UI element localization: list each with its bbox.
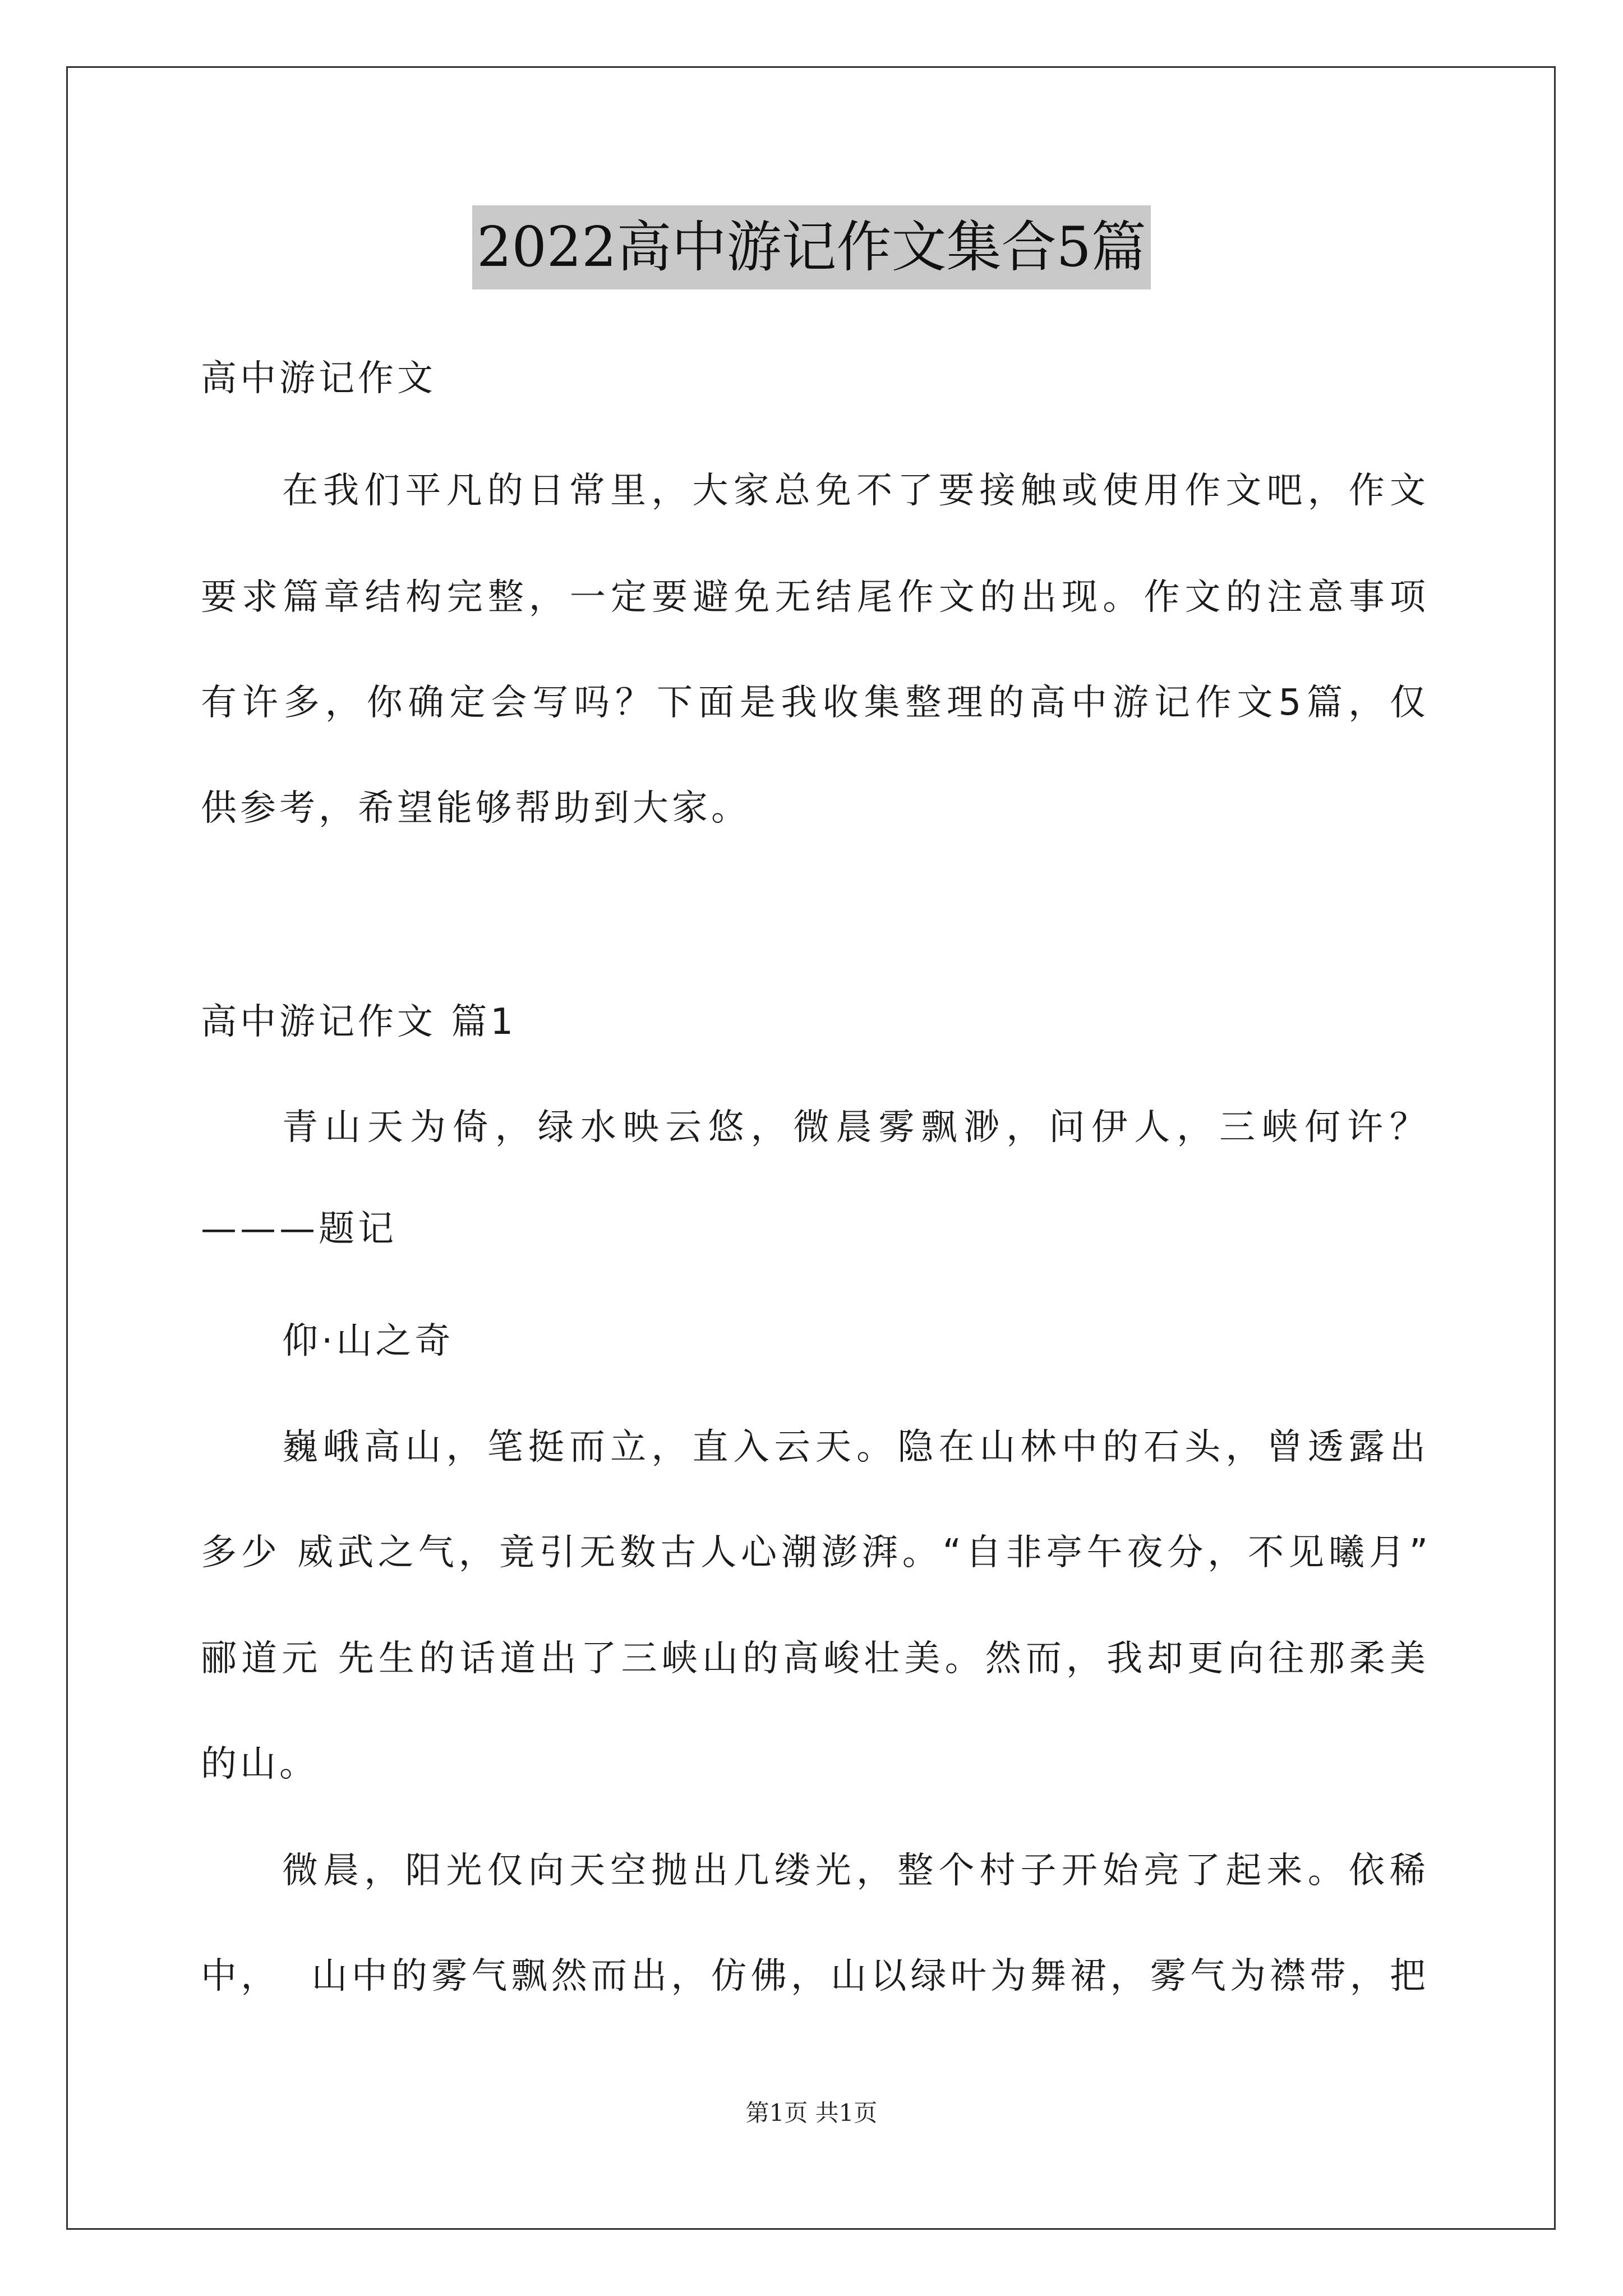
paragraph1-line-2: 多少 威武之气，竟引无数古人心潮澎湃。“自非亭午夜分，不见曦月” [201, 1532, 1429, 1573]
intro-line-3: 有许多，你确定会写吗？下面是我收集整理的高中游记作文5篇，仅 [201, 682, 1429, 724]
title-wrapper [0, 205, 1623, 289]
intro-line-1: 在我们平凡的日常里，大家总免不了要接触或使用作文吧，作文 [282, 470, 1429, 512]
paragraph2-line-1: 微晨，阳光仅向天空抛出几缕光，整个村子开始亮了起来。依稀 [282, 1850, 1429, 1892]
article-heading: 高中游记作文 篇1 [201, 1001, 517, 1043]
intro-line-2: 要求篇章结构完整，一定要避免无结尾作文的出现。作文的注意事项 [201, 577, 1429, 618]
poem-signature: ———题记 [201, 1208, 397, 1250]
paragraph1-line-3: 郦道元 先生的话道出了三峡山的高峻壮美。然而，我却更向往那柔美 [201, 1638, 1429, 1680]
intro-line-4: 供参考，希望能够帮助到大家。 [201, 788, 750, 829]
paragraph1-line-1: 巍峨高山，笔挺而立，直入云天。隐在山林中的石头，曾透露出 [282, 1427, 1429, 1468]
document-title: 2022高中游记作文集合5篇 [472, 205, 1151, 289]
page-footer: 第1页 共1页 [745, 2099, 878, 2127]
subheading: 仰·山之奇 [282, 1320, 454, 1362]
paragraph2-line-2: 中， 山中的雾气飘然而出，仿佛，山以绿叶为舞裙，雾气为襟带，把 [201, 1955, 1429, 1997]
section-heading: 高中游记作文 [201, 358, 436, 399]
poem-line-1: 青山天为倚，绿水映云悠，微晨雾飘渺，问伊人，三峡何许？ [282, 1107, 1429, 1148]
paragraph1-line-4: 的山。 [201, 1743, 319, 1785]
